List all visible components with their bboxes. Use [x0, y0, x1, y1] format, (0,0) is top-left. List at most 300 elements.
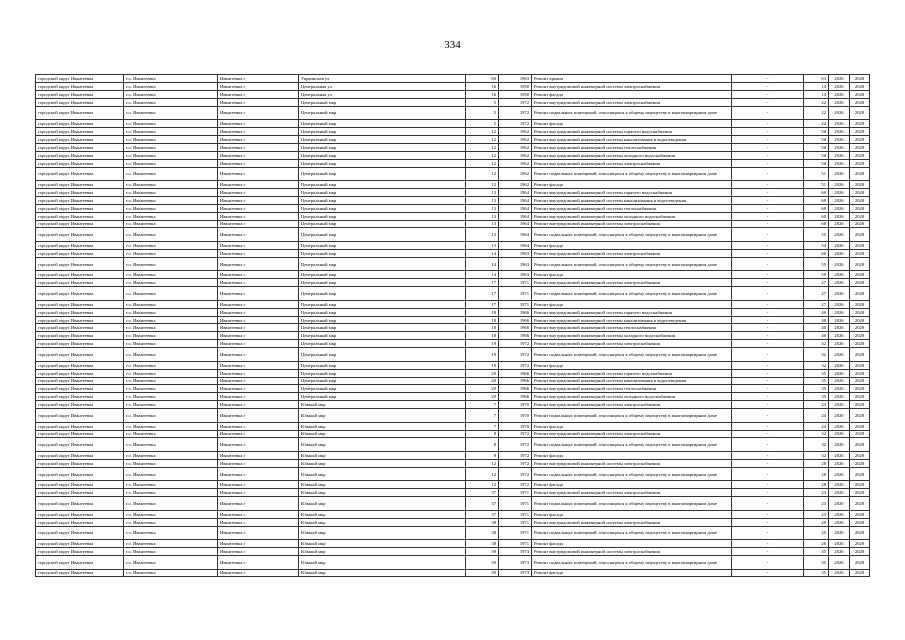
city-cell: Ивантеевка г — [218, 438, 299, 452]
street-cell: Центральный мкр — [299, 257, 466, 271]
town-cell: г.о. Ивантеевка — [124, 409, 218, 423]
work-type-cell: Ремонт фасада — [532, 481, 732, 489]
street-cell: Южный мкр — [299, 489, 466, 497]
town-cell: г.о. Ивантеевка — [124, 151, 218, 159]
house-number-cell: 13 — [466, 242, 499, 250]
house-number-cell: 12 — [466, 135, 499, 143]
build-year-cell: 1964 — [499, 212, 532, 220]
city-cell: Ивантеевка г — [218, 249, 299, 257]
start-year-cell: 2026 — [829, 316, 850, 324]
end-year-cell: 2028 — [850, 300, 870, 308]
dash-cell: - — [732, 518, 804, 526]
street-cell: Южный мкр — [299, 540, 466, 548]
amount-cell: 22 — [804, 120, 829, 128]
dash-cell: - — [732, 308, 804, 316]
build-year-cell: 1962 — [499, 167, 532, 181]
dash-cell: - — [732, 481, 804, 489]
build-year-cell: 1962 — [499, 159, 532, 167]
table-row — [36, 181, 870, 189]
dash-cell: - — [732, 489, 804, 497]
table-row — [36, 332, 870, 340]
build-year-cell: 1970 — [499, 409, 532, 423]
street-cell: Центральный мкр — [299, 393, 466, 401]
work-type-cell: Ремонт подвальных помещений, относящихся к общему имуществу в многоквартирном доме — [532, 409, 732, 423]
dash-cell: - — [732, 249, 804, 257]
town-cell: г.о. Ивантеевка — [124, 212, 218, 220]
house-number-cell: 12 — [466, 128, 499, 136]
dash-cell: - — [732, 242, 804, 250]
build-year-cell: 1972 — [499, 452, 532, 460]
end-year-cell: 2028 — [850, 518, 870, 526]
end-year-cell: 2028 — [850, 257, 870, 271]
street-cell: Центральный мкр — [299, 188, 466, 196]
build-year-cell: 1964 — [499, 242, 532, 250]
house-number-cell: 7 — [466, 409, 499, 423]
district-cell: городской округ Ивантеевка — [36, 120, 124, 128]
start-year-cell: 2026 — [829, 308, 850, 316]
dash-cell: - — [732, 348, 804, 362]
house-number-cell: 20 — [466, 377, 499, 385]
city-cell: Ивантеевка г — [218, 489, 299, 497]
start-year-cell: 2026 — [829, 300, 850, 308]
city-cell: Ивантеевка г — [218, 143, 299, 151]
city-cell: Ивантеевка г — [218, 393, 299, 401]
table-row — [36, 143, 870, 151]
build-year-cell: 1972 — [499, 467, 532, 481]
dash-cell: - — [732, 467, 804, 481]
table-row — [36, 220, 870, 228]
district-cell: городской округ Ивантеевка — [36, 75, 124, 83]
amount-cell: 32 — [804, 361, 829, 369]
end-year-cell: 2028 — [850, 497, 870, 511]
street-cell: Южный мкр — [299, 555, 466, 569]
dash-cell: - — [732, 459, 804, 467]
work-type-cell: Ремонт внутридомовой инженерной системы электроснабжения — [532, 220, 732, 228]
house-number-cell: 12 — [466, 459, 499, 467]
work-type-cell: Ремонт фасада — [532, 361, 732, 369]
build-year-cell: 1970 — [499, 422, 532, 430]
district-cell: городской округ Ивантеевка — [36, 540, 124, 548]
town-cell: г.о. Ивантеевка — [124, 422, 218, 430]
work-type-cell: Ремонт внутридомовой инженерной системы электроснабжения — [532, 249, 732, 257]
street-cell: Южный мкр — [299, 467, 466, 481]
build-year-cell: 1971 — [499, 518, 532, 526]
start-year-cell: 2026 — [829, 120, 850, 128]
city-cell: Ивантеевка г — [218, 106, 299, 120]
table-row — [36, 540, 870, 548]
house-number-cell: 12 — [466, 481, 499, 489]
house-number-cell: 20 — [466, 393, 499, 401]
amount-cell: 60 — [804, 249, 829, 257]
street-cell: Южный мкр — [299, 452, 466, 460]
district-cell: городской округ Ивантеевка — [36, 324, 124, 332]
district-cell: городской округ Ивантеевка — [36, 188, 124, 196]
build-year-cell: 1971 — [499, 489, 532, 497]
work-type-cell: Ремонт фасада — [532, 181, 732, 189]
amount-cell: 35 — [804, 548, 829, 556]
house-number-cell: 13 — [466, 196, 499, 204]
start-year-cell: 2026 — [829, 242, 850, 250]
street-cell: Центральный мкр — [299, 271, 466, 279]
table-row — [36, 369, 870, 377]
town-cell: г.о. Ивантеевка — [124, 287, 218, 301]
end-year-cell: 2028 — [850, 120, 870, 128]
town-cell: г.о. Ивантеевка — [124, 361, 218, 369]
district-cell: городской округ Ивантеевка — [36, 510, 124, 518]
street-cell: Центральный мкр — [299, 332, 466, 340]
end-year-cell: 2028 — [850, 481, 870, 489]
town-cell: г.о. Ивантеевка — [124, 128, 218, 136]
city-cell: Ивантеевка г — [218, 340, 299, 348]
amount-cell: 40 — [804, 332, 829, 340]
city-cell: Ивантеевка г — [218, 159, 299, 167]
city-cell: Ивантеевка г — [218, 204, 299, 212]
dash-cell: - — [732, 135, 804, 143]
end-year-cell: 2028 — [850, 548, 870, 556]
city-cell: Ивантеевка г — [218, 369, 299, 377]
district-cell: городской округ Ивантеевка — [36, 90, 124, 98]
table-row — [36, 377, 870, 385]
street-cell: Центральный мкр — [299, 348, 466, 362]
town-cell: г.о. Ивантеевка — [124, 393, 218, 401]
amount-cell: 28 — [804, 467, 829, 481]
dash-cell: - — [732, 526, 804, 540]
district-cell: городской округ Ивантеевка — [36, 135, 124, 143]
city-cell: Ивантеевка г — [218, 167, 299, 181]
house-number-cell: 37 — [466, 510, 499, 518]
street-cell: Центральный мкр — [299, 151, 466, 159]
city-cell: Ивантеевка г — [218, 497, 299, 511]
street-cell: Центральный мкр — [299, 212, 466, 220]
end-year-cell: 2028 — [850, 393, 870, 401]
start-year-cell: 2026 — [829, 332, 850, 340]
amount-cell: 32 — [804, 348, 829, 362]
dash-cell: - — [732, 377, 804, 385]
work-type-cell: Ремонт внутридомовой инженерной системы электроснабжения — [532, 401, 732, 409]
amount-cell: 54 — [804, 242, 829, 250]
district-cell: городской округ Ивантеевка — [36, 82, 124, 90]
start-year-cell: 2026 — [829, 548, 850, 556]
build-year-cell: 1963 — [499, 75, 532, 83]
work-type-cell: Ремонт внутридомовой инженерной системы холодного водоснабжения — [532, 393, 732, 401]
street-cell: Южный мкр — [299, 438, 466, 452]
end-year-cell: 2028 — [850, 98, 870, 106]
work-type-cell: Ремонт внутридомовой инженерной системы горячего водоснабжения — [532, 308, 732, 316]
dash-cell: - — [732, 324, 804, 332]
town-cell: г.о. Ивантеевка — [124, 548, 218, 556]
amount-cell: 24 — [804, 401, 829, 409]
build-year-cell: 1966 — [499, 369, 532, 377]
work-type-cell: Ремонт внутридомовой инженерной системы электроснабжения — [532, 82, 732, 90]
district-cell: городской округ Ивантеевка — [36, 430, 124, 438]
table-row — [36, 159, 870, 167]
start-year-cell: 2026 — [829, 271, 850, 279]
district-cell: городской округ Ивантеевка — [36, 555, 124, 569]
work-type-cell: Ремонт фасада — [532, 569, 732, 577]
city-cell: Ивантеевка г — [218, 348, 299, 362]
build-year-cell: 1964 — [499, 228, 532, 242]
build-year-cell: 1963 — [499, 257, 532, 271]
house-number-cell: 18 — [466, 332, 499, 340]
house-number-cell: 60 — [466, 75, 499, 83]
town-cell: г.о. Ивантеевка — [124, 75, 218, 83]
town-cell: г.о. Ивантеевка — [124, 340, 218, 348]
house-number-cell: 12 — [466, 467, 499, 481]
work-type-cell: Ремонт внутридомовой инженерной системы горячего водоснабжения — [532, 188, 732, 196]
amount-cell: 40 — [804, 316, 829, 324]
house-number-cell: 37 — [466, 489, 499, 497]
district-cell: городской округ Ивантеевка — [36, 409, 124, 423]
amount-cell: 27 — [804, 300, 829, 308]
district-cell: городской округ Ивантеевка — [36, 348, 124, 362]
city-cell: Ивантеевка г — [218, 308, 299, 316]
work-type-cell: Ремонт подвальных помещений, относящихся к общему имуществу в многоквартирном доме — [532, 167, 732, 181]
house-number-cell: 12 — [466, 151, 499, 159]
table-row — [36, 361, 870, 369]
table-row — [36, 526, 870, 540]
town-cell: г.о. Ивантеевка — [124, 271, 218, 279]
dash-cell: - — [732, 143, 804, 151]
start-year-cell: 2026 — [829, 90, 850, 98]
dash-cell: - — [732, 430, 804, 438]
table-row — [36, 438, 870, 452]
town-cell: г.о. Ивантеевка — [124, 467, 218, 481]
town-cell: г.о. Ивантеевка — [124, 143, 218, 151]
house-number-cell: 8 — [466, 452, 499, 460]
work-type-cell: Ремонт внутридомовой инженерной системы горячего водоснабжения — [532, 369, 732, 377]
work-type-cell: Ремонт внутридомовой инженерной системы теплоснабжения — [532, 143, 732, 151]
amount-cell: 22 — [804, 98, 829, 106]
table-row — [36, 106, 870, 120]
end-year-cell: 2028 — [850, 279, 870, 287]
amount-cell: 51 — [804, 181, 829, 189]
end-year-cell: 2028 — [850, 569, 870, 577]
repair-schedule-table — [35, 74, 870, 577]
dash-cell: - — [732, 128, 804, 136]
street-cell: Южный мкр — [299, 510, 466, 518]
city-cell: Ивантеевка г — [218, 220, 299, 228]
table-row — [36, 340, 870, 348]
dash-cell: - — [732, 452, 804, 460]
amount-cell: 23 — [804, 510, 829, 518]
table-row — [36, 308, 870, 316]
street-cell: Центральный мкр — [299, 120, 466, 128]
table-row — [36, 128, 870, 136]
build-year-cell: 1972 — [499, 120, 532, 128]
house-number-cell: 39 — [466, 548, 499, 556]
table-row — [36, 518, 870, 526]
street-cell: Центральный мкр — [299, 361, 466, 369]
district-cell: городской округ Ивантеевка — [36, 106, 124, 120]
build-year-cell: 1964 — [499, 188, 532, 196]
city-cell: Ивантеевка г — [218, 212, 299, 220]
dash-cell: - — [732, 181, 804, 189]
amount-cell: 28 — [804, 459, 829, 467]
table-row — [36, 228, 870, 242]
build-year-cell: 1972 — [499, 340, 532, 348]
build-year-cell: 1966 — [499, 308, 532, 316]
town-cell: г.о. Ивантеевка — [124, 204, 218, 212]
end-year-cell: 2028 — [850, 377, 870, 385]
house-number-cell: 18 — [466, 308, 499, 316]
build-year-cell: 1970 — [499, 401, 532, 409]
city-cell: Ивантеевка г — [218, 422, 299, 430]
table-row — [36, 497, 870, 511]
table-row — [36, 196, 870, 204]
street-cell: Южный мкр — [299, 526, 466, 540]
table-row — [36, 167, 870, 181]
town-cell: г.о. Ивантеевка — [124, 308, 218, 316]
amount-cell: 27 — [804, 279, 829, 287]
street-cell: Южный мкр — [299, 401, 466, 409]
town-cell: г.о. Ивантеевка — [124, 526, 218, 540]
district-cell: городской округ Ивантеевка — [36, 422, 124, 430]
district-cell: городской округ Ивантеевка — [36, 308, 124, 316]
work-type-cell: Ремонт внутридомовой инженерной системы теплоснабжения — [532, 204, 732, 212]
town-cell: г.о. Ивантеевка — [124, 257, 218, 271]
build-year-cell: 1962 — [499, 143, 532, 151]
city-cell: Ивантеевка г — [218, 242, 299, 250]
amount-cell: 60 — [804, 188, 829, 196]
street-cell: Центральный мкр — [299, 377, 466, 385]
work-type-cell: Ремонт подвальных помещений, относящихся к общему имуществу в многоквартирном доме — [532, 467, 732, 481]
dash-cell: - — [732, 510, 804, 518]
street-cell: Центральный мкр — [299, 128, 466, 136]
district-cell: городской округ Ивантеевка — [36, 452, 124, 460]
work-type-cell: Ремонт подвальных помещений, относящихся к общему имуществу в многоквартирном доме — [532, 438, 732, 452]
city-cell: Ивантеевка г — [218, 555, 299, 569]
table-row — [36, 385, 870, 393]
district-cell: городской округ Ивантеевка — [36, 361, 124, 369]
district-cell: городской округ Ивантеевка — [36, 481, 124, 489]
work-type-cell: Ремонт внутридомовой инженерной системы электроснабжения — [532, 279, 732, 287]
amount-cell: 32 — [804, 430, 829, 438]
build-year-cell: 1963 — [499, 249, 532, 257]
town-cell: г.о. Ивантеевка — [124, 481, 218, 489]
end-year-cell: 2028 — [850, 489, 870, 497]
town-cell: г.о. Ивантеевка — [124, 369, 218, 377]
district-cell: городской округ Ивантеевка — [36, 489, 124, 497]
dash-cell: - — [732, 287, 804, 301]
town-cell: г.о. Ивантеевка — [124, 401, 218, 409]
amount-cell: 23 — [804, 489, 829, 497]
amount-cell: 35 — [804, 569, 829, 577]
end-year-cell: 2028 — [850, 128, 870, 136]
table-row — [36, 249, 870, 257]
end-year-cell: 2028 — [850, 135, 870, 143]
amount-cell: 50 — [804, 143, 829, 151]
end-year-cell: 2028 — [850, 249, 870, 257]
dash-cell: - — [732, 340, 804, 348]
dash-cell: - — [732, 204, 804, 212]
end-year-cell: 2028 — [850, 510, 870, 518]
end-year-cell: 2028 — [850, 287, 870, 301]
amount-cell: 60 — [804, 196, 829, 204]
dash-cell: - — [732, 82, 804, 90]
house-number-cell: 18 — [466, 324, 499, 332]
house-number-cell: 38 — [466, 526, 499, 540]
district-cell: городской округ Ивантеевка — [36, 518, 124, 526]
city-cell: Ивантеевка г — [218, 540, 299, 548]
build-year-cell: 1973 — [499, 548, 532, 556]
start-year-cell: 2026 — [829, 361, 850, 369]
end-year-cell: 2028 — [850, 422, 870, 430]
house-number-cell: 18 — [466, 316, 499, 324]
amount-cell: 20 — [804, 526, 829, 540]
start-year-cell: 2026 — [829, 409, 850, 423]
town-cell: г.о. Ивантеевка — [124, 82, 218, 90]
build-year-cell: 1971 — [499, 526, 532, 540]
start-year-cell: 2026 — [829, 555, 850, 569]
table-row — [36, 135, 870, 143]
street-cell: Центральный мкр — [299, 228, 466, 242]
build-year-cell: 1972 — [499, 481, 532, 489]
end-year-cell: 2028 — [850, 555, 870, 569]
town-cell: г.о. Ивантеевка — [124, 188, 218, 196]
house-number-cell: 19 — [466, 340, 499, 348]
district-cell: городской округ Ивантеевка — [36, 526, 124, 540]
house-number-cell: 7 — [466, 422, 499, 430]
dash-cell: - — [732, 548, 804, 556]
street-cell: Южный мкр — [299, 569, 466, 577]
work-type-cell: Ремонт внутридомовой инженерной системы канализования и водоотведения — [532, 316, 732, 324]
start-year-cell: 2026 — [829, 75, 850, 83]
district-cell: городской округ Ивантеевка — [36, 181, 124, 189]
street-cell: Центральный мкр — [299, 204, 466, 212]
table-row — [36, 569, 870, 577]
street-cell: Центральный мкр — [299, 106, 466, 120]
district-cell: городской округ Ивантеевка — [36, 128, 124, 136]
work-type-cell: Ремонт внутридомовой инженерной системы электроснабжения — [532, 98, 732, 106]
dash-cell: - — [732, 228, 804, 242]
house-number-cell: 13 — [466, 204, 499, 212]
work-type-cell: Ремонт подвальных помещений, относящихся к общему имуществу в многоквартирном доме — [532, 348, 732, 362]
start-year-cell: 2026 — [829, 348, 850, 362]
end-year-cell: 2028 — [850, 452, 870, 460]
table-row — [36, 452, 870, 460]
start-year-cell: 2026 — [829, 181, 850, 189]
amount-cell: 14 — [804, 82, 829, 90]
house-number-cell: 38 — [466, 540, 499, 548]
amount-cell: 24 — [804, 409, 829, 423]
table-row — [36, 212, 870, 220]
dash-cell: - — [732, 98, 804, 106]
dash-cell: - — [732, 332, 804, 340]
start-year-cell: 2026 — [829, 128, 850, 136]
city-cell: Ивантеевка г — [218, 128, 299, 136]
city-cell: Ивантеевка г — [218, 324, 299, 332]
town-cell: г.о. Ивантеевка — [124, 228, 218, 242]
street-cell: Южный мкр — [299, 548, 466, 556]
amount-cell: 60 — [804, 220, 829, 228]
table-row — [36, 459, 870, 467]
build-year-cell: 1972 — [499, 459, 532, 467]
house-number-cell: 14 — [466, 257, 499, 271]
start-year-cell: 2026 — [829, 401, 850, 409]
city-cell: Ивантеевка г — [218, 98, 299, 106]
start-year-cell: 2026 — [829, 540, 850, 548]
end-year-cell: 2028 — [850, 212, 870, 220]
town-cell: г.о. Ивантеевка — [124, 348, 218, 362]
town-cell: г.о. Ивантеевка — [124, 569, 218, 577]
city-cell: Ивантеевка г — [218, 401, 299, 409]
work-type-cell: Ремонт подвальных помещений, относящихся к общему имуществу в многоквартирном доме — [532, 257, 732, 271]
city-cell: Ивантеевка г — [218, 548, 299, 556]
table-row — [36, 555, 870, 569]
house-number-cell: 16 — [466, 82, 499, 90]
city-cell: Ивантеевка г — [218, 300, 299, 308]
end-year-cell: 2028 — [850, 106, 870, 120]
